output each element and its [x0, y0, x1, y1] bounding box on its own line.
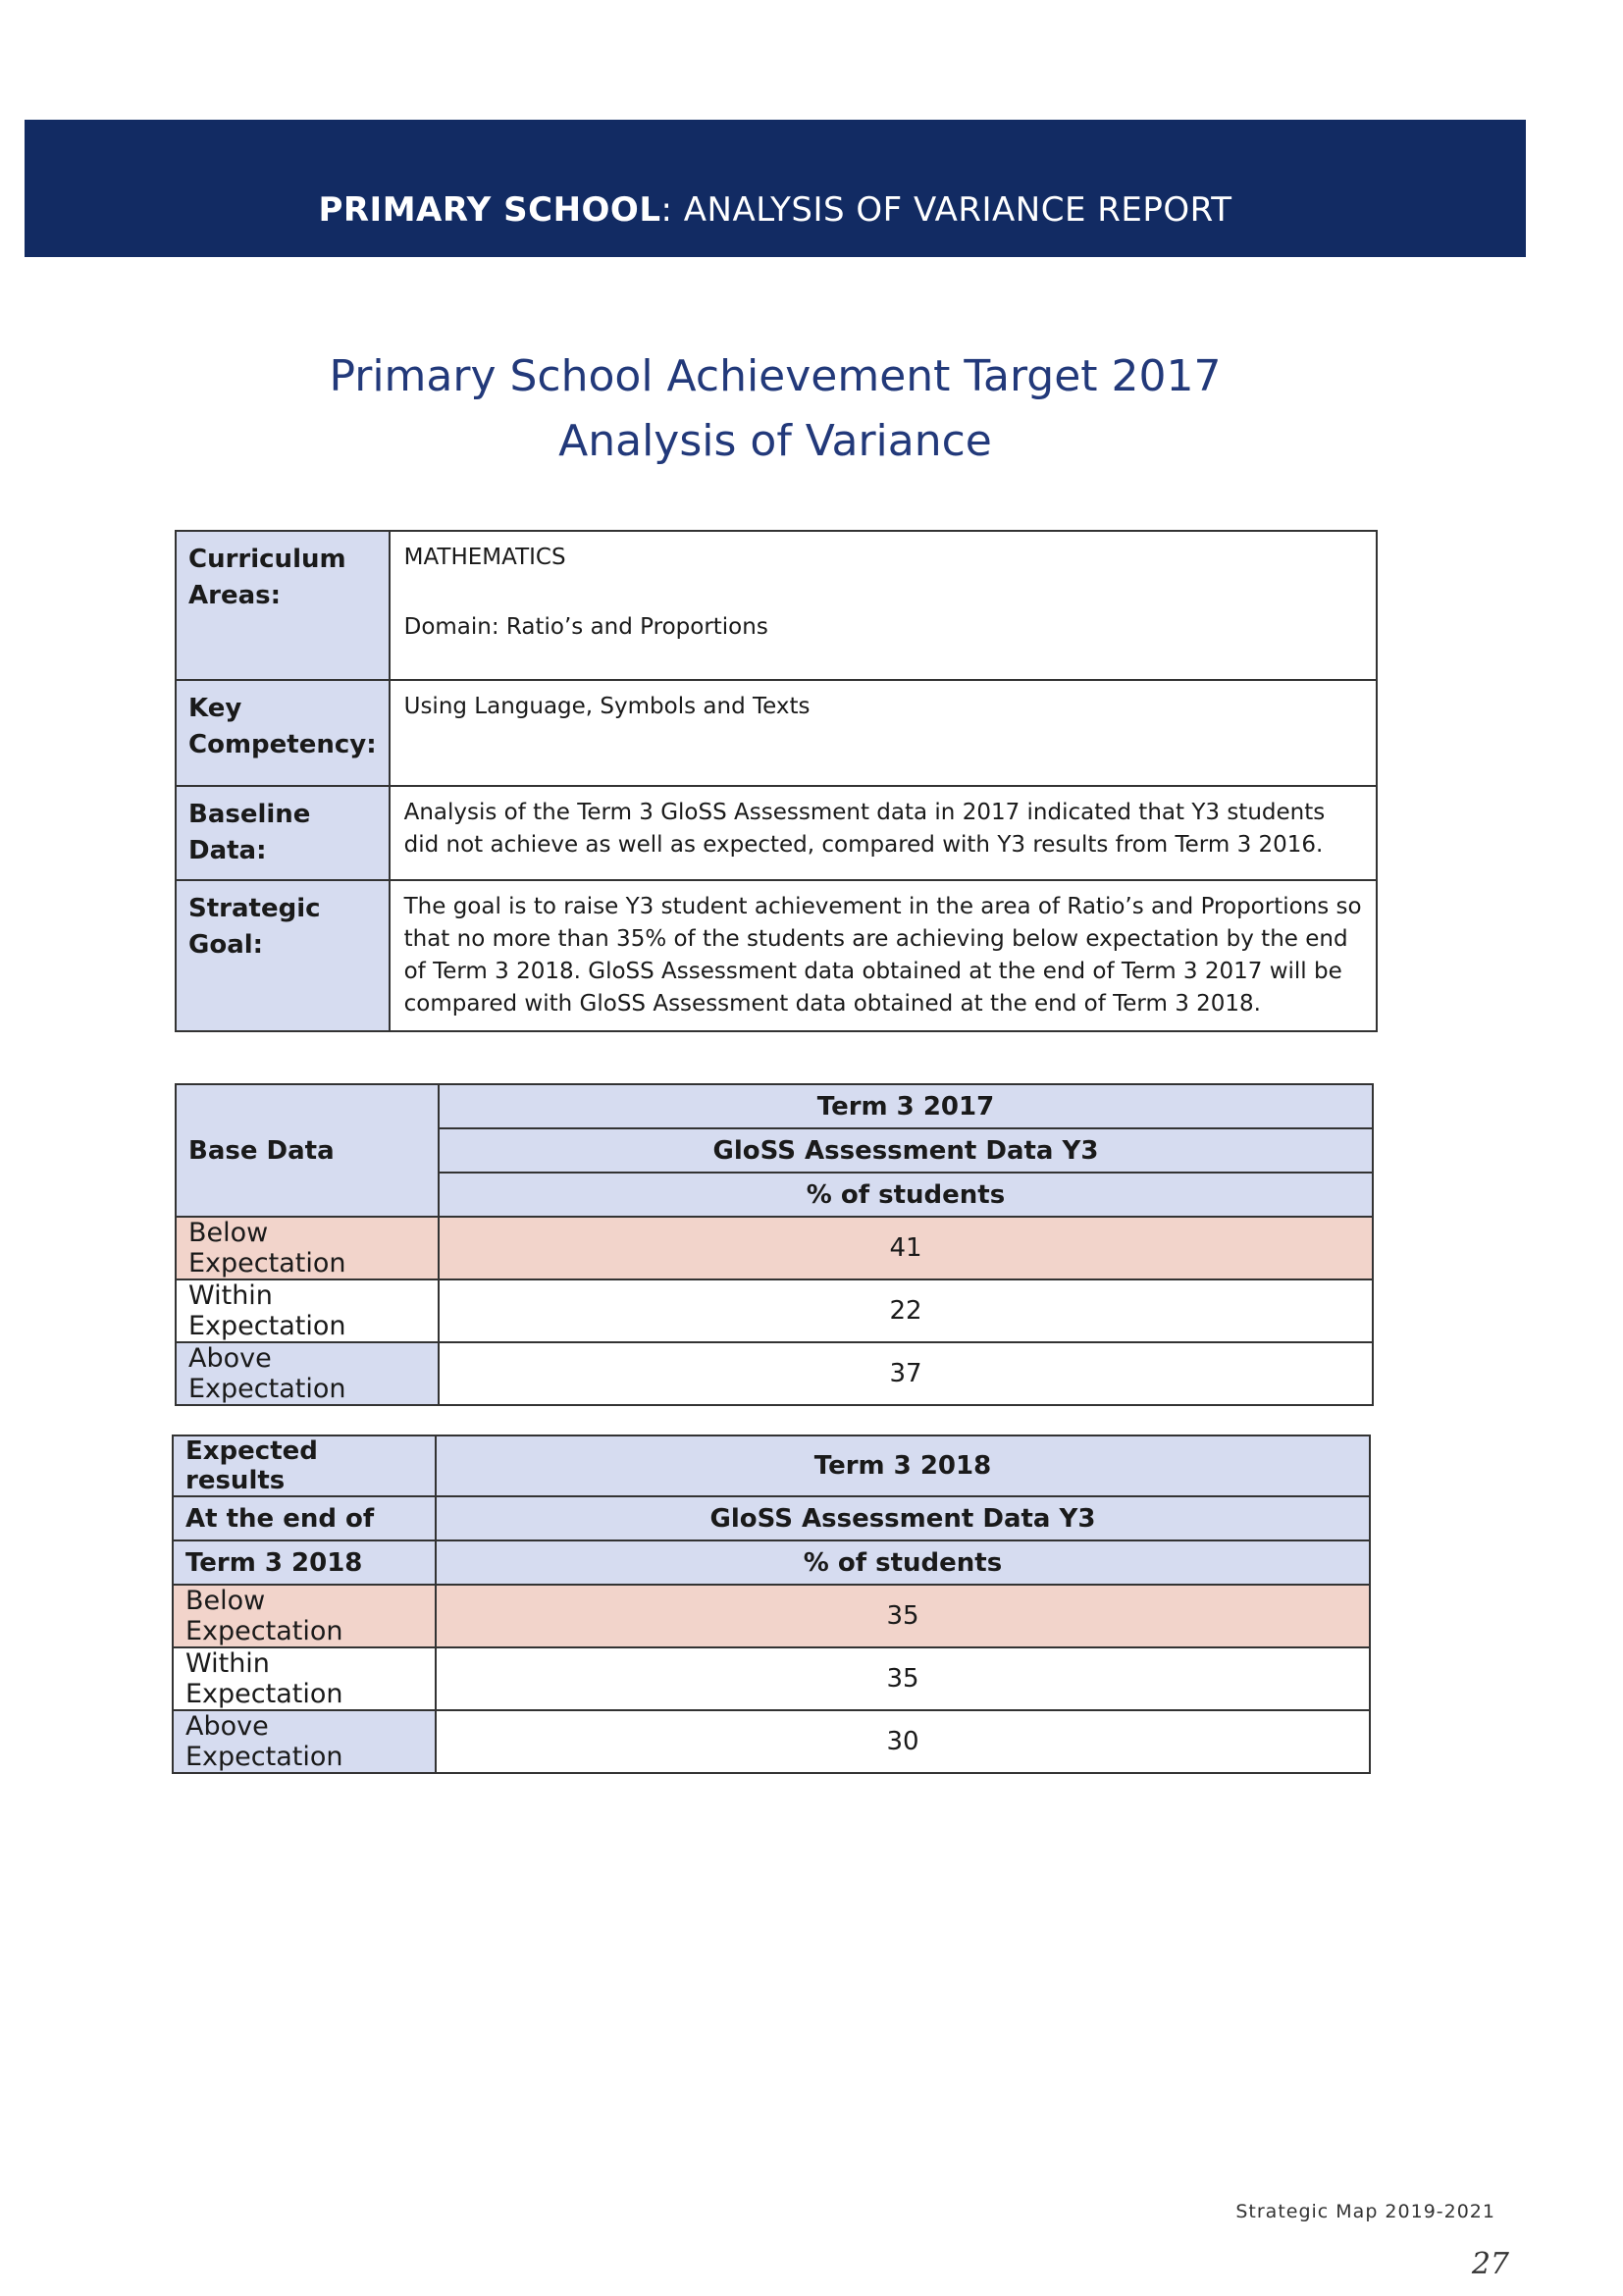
info-label: Key Competency: [176, 680, 390, 786]
table-corner-label: Expected results [173, 1435, 436, 1496]
row-value: 37 [439, 1342, 1373, 1405]
table-row [173, 1710, 1370, 1773]
row-label: Within Expectation [176, 1279, 439, 1342]
table-row [176, 1217, 1373, 1279]
table-corner-label: Base Data [176, 1084, 439, 1217]
info-row-curriculum [176, 531, 1377, 680]
info-value-line: Domain: Ratio’s and Proportions [403, 614, 768, 640]
table-row [173, 1647, 1370, 1710]
expected-results-table [172, 1435, 1371, 1774]
info-value-line: MATHEMATICS [403, 545, 566, 570]
report-banner [25, 120, 1526, 257]
row-label: Below Expectation [173, 1585, 436, 1647]
table-header-row [173, 1496, 1370, 1540]
table-row [176, 1342, 1373, 1405]
row-value: 35 [436, 1647, 1370, 1710]
footer-text: Strategic Map 2019-2021 [1235, 2201, 1495, 2222]
row-label: Above Expectation [176, 1342, 439, 1405]
page-number: 27 [1471, 2247, 1509, 2281]
info-label: Baseline Data: [176, 786, 390, 880]
info-value: Using Language, Symbols and Texts [390, 680, 1377, 786]
row-label: Above Expectation [173, 1710, 436, 1773]
row-value: 22 [439, 1279, 1373, 1342]
table-header: GloSS Assessment Data Y3 [439, 1128, 1373, 1173]
table-header: GloSS Assessment Data Y3 [436, 1496, 1370, 1540]
info-value: The goal is to raise Y3 student achievement in the area of Ratio’s and Proportions so that no more than 35% of the students are achieving below expectation by the end of Term 3 2018. GloSS Assessment data obtained at the end of Term 3 2017 will be compared with GloSS Assessment data obtained at the end of Term 3 2018. [390, 880, 1377, 1031]
table-corner-label: At the end of [173, 1496, 436, 1540]
table-header-row [173, 1540, 1370, 1585]
banner-title-bold: PRIMARY SCHOOL [318, 190, 661, 230]
info-table [175, 530, 1378, 1032]
table-header: % of students [439, 1173, 1373, 1217]
table-header-row [176, 1084, 1373, 1128]
info-label: Strategic Goal: [176, 880, 390, 1031]
info-label: Curriculum Areas: [176, 531, 390, 680]
info-value: Analysis of the Term 3 GloSS Assessment data in 2017 indicated that Y3 students did not achieve as well as expected, compared with Y3 results from Term 3 2016. [390, 786, 1377, 880]
table-row [173, 1585, 1370, 1647]
page-subtitle: Analysis of Variance [558, 416, 992, 466]
table-header: Term 3 2017 [439, 1084, 1373, 1128]
table-row [176, 1279, 1373, 1342]
info-row-competency [176, 680, 1377, 786]
info-value [390, 531, 1377, 680]
table-header-row [173, 1435, 1370, 1496]
info-row-goal [176, 880, 1377, 1031]
table-corner-label: Term 3 2018 [173, 1540, 436, 1585]
info-row-baseline [176, 786, 1377, 880]
table-header: % of students [436, 1540, 1370, 1585]
base-data-table [175, 1083, 1374, 1406]
row-value: 30 [436, 1710, 1370, 1773]
row-value: 41 [439, 1217, 1373, 1279]
banner-title-rest: : ANALYSIS OF VARIANCE REPORT [660, 190, 1232, 230]
banner-title [25, 190, 1526, 230]
page-title: Primary School Achievement Target 2017 [329, 351, 1222, 401]
table-header: Term 3 2018 [436, 1435, 1370, 1496]
row-label: Below Expectation [176, 1217, 439, 1279]
row-label: Within Expectation [173, 1647, 436, 1710]
row-value: 35 [436, 1585, 1370, 1647]
